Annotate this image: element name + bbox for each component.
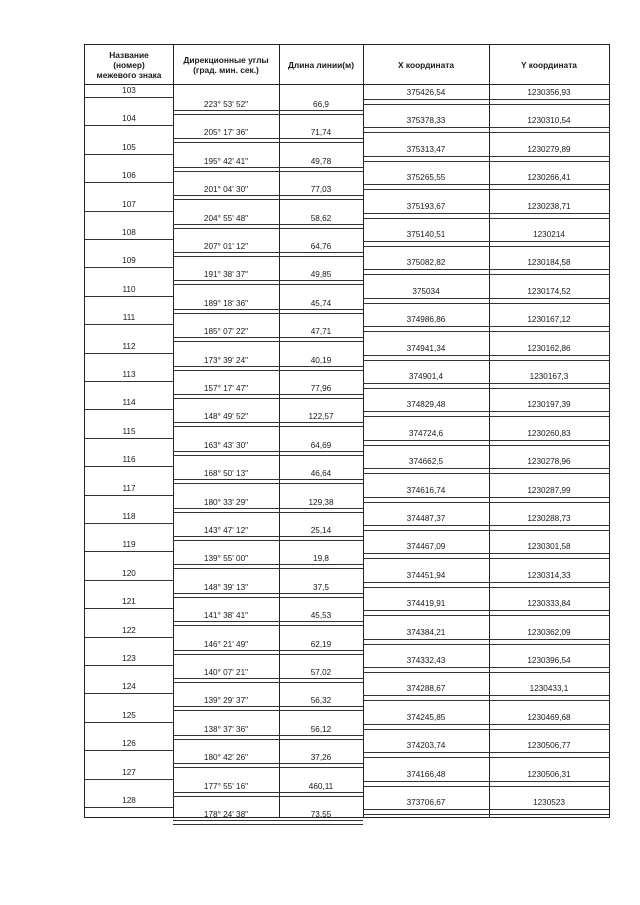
line-length: 45,74: [310, 298, 332, 308]
row-line: [363, 695, 609, 696]
x-coordinate: 375140,51: [406, 230, 446, 239]
row-line: [363, 700, 609, 701]
line-length: 460,11: [308, 781, 334, 791]
x-coordinate: 374901,4: [408, 372, 444, 381]
row-line: [85, 523, 173, 524]
direction-angle: 201° 04' 30": [203, 185, 249, 195]
header-line-length: Длина линии(м): [287, 60, 355, 70]
line-length: 73,55: [310, 810, 332, 819]
row-line: [173, 625, 363, 626]
row-line: [363, 582, 609, 583]
x-coordinate: 374829,48: [406, 400, 446, 410]
row-line: [363, 383, 609, 384]
row-line: [173, 796, 363, 797]
row-line: [363, 331, 609, 332]
row-line: [85, 211, 173, 212]
row-line: [85, 267, 173, 268]
x-coordinate: 374941,34: [406, 343, 446, 353]
row-line: [363, 127, 609, 128]
direction-angle: 185° 07' 22": [203, 327, 249, 337]
x-coordinate: 373706,67: [406, 798, 446, 807]
point-name: 115: [122, 426, 136, 436]
row-line: [363, 473, 609, 474]
y-coordinate: 1230523: [533, 798, 565, 807]
y-coordinate: 1230214: [533, 230, 565, 239]
x-coordinate: 374288,67: [406, 684, 446, 694]
row-line: [85, 324, 173, 325]
point-name: 110: [122, 284, 136, 294]
row-line: [173, 820, 363, 821]
row-line: [85, 722, 173, 723]
row-line: [363, 644, 609, 645]
row-line: [85, 125, 173, 126]
row-line: [173, 370, 363, 371]
y-coordinate: 1230362,09: [527, 627, 571, 637]
point-name: 122: [122, 625, 136, 635]
y-coordinate: 1230506,31: [527, 769, 571, 779]
x-coordinate: 374451,94: [406, 570, 446, 580]
row-line: [363, 161, 609, 162]
row-line: [85, 495, 173, 496]
row-line: [173, 394, 363, 395]
direction-angle: 180° 33' 29": [203, 497, 249, 507]
row-line: [173, 455, 363, 456]
row-line: [363, 615, 609, 616]
y-coordinate: 1230238,71: [527, 201, 571, 211]
line-length: 25,14: [310, 526, 332, 535]
direction-angle: 173° 39' 24": [203, 355, 249, 365]
x-coordinate: 374419,91: [406, 599, 446, 609]
direction-angle: 146° 21' 49": [203, 639, 249, 649]
line-length: 45,53: [310, 611, 332, 621]
row-line: [85, 466, 173, 467]
row-line: [173, 710, 363, 711]
line-length: 64,69: [310, 440, 332, 450]
row-line: [85, 693, 173, 694]
row-line: [173, 366, 363, 367]
row-line: [363, 667, 609, 668]
row-line: [173, 564, 363, 565]
row-line: [173, 398, 363, 399]
row-line: [173, 171, 363, 172]
x-coordinate: 375426,54: [406, 88, 446, 97]
point-name: 113: [122, 370, 136, 379]
row-line: [363, 326, 609, 327]
point-name: 126: [122, 739, 136, 749]
direction-angle: 195° 42' 41": [203, 156, 249, 166]
row-line: [363, 729, 609, 730]
row-line: [173, 512, 363, 513]
x-coordinate: 375265,55: [406, 173, 446, 183]
row-line: [363, 814, 609, 815]
row-line: [85, 296, 173, 297]
x-coordinate: 374986,86: [406, 315, 446, 325]
y-coordinate: 1230506,77: [527, 741, 571, 751]
row-line: [173, 824, 363, 825]
row-line: [363, 724, 609, 725]
row-line: [173, 284, 363, 285]
table-header: [85, 45, 609, 85]
row-line: [173, 313, 363, 314]
point-name: 111: [122, 313, 136, 323]
row-line: [363, 411, 609, 412]
row-line: [363, 502, 609, 503]
row-line: [173, 309, 363, 310]
row-line: [85, 97, 173, 98]
direction-angle: 177° 55' 16": [203, 781, 249, 791]
direction-angle: 140° 07' 21": [203, 668, 249, 677]
row-line: [173, 678, 363, 679]
row-line: [173, 621, 363, 622]
row-line: [173, 199, 363, 200]
point-name: 107: [122, 199, 136, 209]
x-coordinate: 374467,09: [406, 542, 446, 552]
row-line: [363, 445, 609, 446]
row-line: [363, 388, 609, 389]
x-coordinate: 375193,67: [406, 201, 446, 211]
row-line: [363, 303, 609, 304]
direction-angle: 141° 38' 41": [203, 611, 249, 621]
direction-angle: 191° 38' 37": [203, 270, 249, 280]
header-direction-angle: Дирекционные углы (град. мин. сек.): [183, 55, 269, 75]
row-line: [85, 608, 173, 609]
direction-angle: 148° 49' 52": [203, 412, 249, 422]
point-name: 121: [122, 597, 136, 607]
direction-angle: 139° 29' 37": [203, 696, 249, 706]
row-line: [363, 497, 609, 498]
row-line: [363, 241, 609, 242]
row-line: [363, 440, 609, 441]
row-line: [173, 224, 363, 225]
row-line: [363, 269, 609, 270]
point-name: 125: [122, 710, 136, 720]
line-length: 77,96: [310, 384, 332, 393]
row-line: [85, 551, 173, 552]
row-line: [173, 426, 363, 427]
y-coordinate: 1230279,89: [527, 144, 571, 154]
point-name: 108: [122, 228, 136, 237]
line-length: 56,12: [310, 724, 332, 734]
row-line: [173, 706, 363, 707]
y-coordinate: 1230260,83: [527, 428, 571, 438]
line-length: 64,76: [310, 242, 332, 251]
point-name: 118: [122, 512, 136, 521]
row-line: [173, 763, 363, 764]
row-line: [363, 99, 609, 100]
y-coordinate: 1230287,99: [527, 485, 571, 495]
x-coordinate: 374616,74: [406, 485, 446, 495]
row-line: [173, 256, 363, 257]
direction-angle: 139° 55' 00": [203, 554, 249, 564]
direction-angle: 207° 01' 12": [203, 242, 249, 251]
row-line: [173, 167, 363, 168]
direction-angle: 143° 47' 12": [203, 526, 249, 535]
point-name: 124: [122, 682, 136, 692]
line-length: 57,02: [310, 668, 332, 677]
y-coordinate: 1230433,1: [529, 684, 569, 694]
y-coordinate: 1230333,84: [527, 599, 571, 609]
row-line: [363, 587, 609, 588]
x-coordinate: 374332,43: [406, 656, 446, 665]
line-length: 58,62: [310, 213, 332, 223]
row-line: [173, 337, 363, 338]
row-line: [85, 381, 173, 382]
row-line: [85, 353, 173, 354]
line-length: 19,8: [313, 554, 329, 564]
boundary-coordinates-table: [84, 44, 610, 818]
y-coordinate: 1230174,52: [527, 286, 571, 296]
direction-angle: 180° 42' 26": [203, 753, 249, 763]
line-length: 71,74: [310, 128, 332, 138]
direction-angle: 138° 37' 36": [203, 724, 249, 734]
line-length: 47,71: [310, 327, 332, 337]
row-line: [173, 568, 363, 569]
row-line: [85, 665, 173, 666]
x-coordinate: 374203,74: [406, 741, 446, 751]
y-coordinate: 1230288,73: [527, 514, 571, 523]
row-line: [173, 540, 363, 541]
row-line: [85, 750, 173, 751]
line-length: 37,26: [310, 753, 332, 763]
row-line: [363, 104, 609, 105]
line-length: 46,64: [310, 469, 332, 479]
point-name: 120: [122, 568, 136, 578]
direction-angle: 163° 43' 30": [203, 440, 249, 450]
row-line: [85, 182, 173, 183]
row-line: [363, 781, 609, 782]
x-coordinate: 374662,5: [408, 457, 444, 467]
point-name: 117: [122, 483, 136, 493]
line-length: 122,57: [308, 412, 334, 422]
row-line: [85, 239, 173, 240]
row-line: [173, 597, 363, 598]
row-line: [85, 779, 173, 780]
x-coordinate: 375313,47: [406, 144, 446, 154]
row-line: [363, 274, 609, 275]
row-line: [173, 341, 363, 342]
x-coordinate: 375082,82: [406, 258, 446, 268]
row-line: [363, 752, 609, 753]
line-length: 62,19: [310, 639, 332, 649]
line-length: 49,85: [310, 270, 332, 280]
row-line: [363, 355, 609, 356]
row-line: [173, 142, 363, 143]
row-line: [173, 114, 363, 115]
y-coordinate: 1230197,39: [527, 400, 571, 410]
y-coordinate: 1230310,54: [527, 116, 571, 126]
row-line: [363, 246, 609, 247]
point-name: 104: [122, 114, 136, 124]
header-x-coordinate: X координата: [397, 60, 455, 70]
row-line: [173, 682, 363, 683]
point-name: 114: [122, 398, 136, 408]
x-coordinate: 374166,48: [406, 769, 446, 779]
line-length: 66,9: [313, 100, 329, 109]
y-coordinate: 1230356,93: [527, 88, 571, 97]
direction-angle: 148° 39' 13": [203, 582, 249, 592]
x-coordinate: 375034: [412, 286, 440, 296]
y-coordinate: 1230167,12: [527, 315, 571, 325]
x-coordinate: 374724,6: [408, 428, 444, 438]
x-coordinate: 374487,37: [406, 514, 446, 523]
direction-angle: 205° 17' 36": [203, 128, 249, 138]
row-line: [363, 757, 609, 758]
header-y-coordinate: Y координата: [521, 60, 577, 70]
row-line: [173, 483, 363, 484]
point-name: 106: [122, 171, 136, 181]
row-line: [363, 639, 609, 640]
row-line: [363, 672, 609, 673]
direction-angle: 178° 24' 38": [203, 810, 249, 819]
header-point-name: Название (номер) межевого знака: [96, 50, 162, 80]
row-line: [173, 195, 363, 196]
row-line: [363, 132, 609, 133]
line-length: 56,32: [310, 696, 332, 706]
row-line: [363, 213, 609, 214]
row-line: [173, 422, 363, 423]
point-name: 109: [122, 256, 136, 266]
row-line: [363, 468, 609, 469]
y-coordinate: 1230266,41: [527, 173, 571, 183]
row-line: [363, 218, 609, 219]
row-line: [363, 786, 609, 787]
point-name: 128: [122, 796, 136, 805]
row-line: [173, 650, 363, 651]
row-line: [85, 807, 173, 808]
y-coordinate: 1230278,96: [527, 457, 571, 467]
row-line: [85, 637, 173, 638]
y-coordinate: 1230396,54: [527, 656, 571, 665]
line-length: 49,78: [310, 156, 332, 166]
row-line: [173, 138, 363, 139]
row-line: [363, 360, 609, 361]
row-line: [173, 479, 363, 480]
row-line: [363, 156, 609, 157]
row-line: [363, 558, 609, 559]
row-line: [363, 525, 609, 526]
point-name: 116: [122, 455, 136, 465]
line-length: 77,03: [310, 185, 332, 195]
row-line: [363, 809, 609, 810]
row-line: [173, 739, 363, 740]
y-coordinate: 1230314,33: [527, 570, 571, 580]
row-line: [173, 110, 363, 111]
x-coordinate: 375378,33: [406, 116, 446, 126]
row-line: [173, 536, 363, 537]
row-line: [363, 530, 609, 531]
row-line: [173, 654, 363, 655]
row-line: [363, 298, 609, 299]
y-coordinate: 1230167,3: [529, 372, 569, 381]
line-length: 129,38: [308, 497, 334, 507]
point-name: 119: [122, 540, 136, 550]
row-line: [173, 792, 363, 793]
row-line: [363, 553, 609, 554]
row-line: [363, 416, 609, 417]
row-line: [363, 610, 609, 611]
direction-angle: 168° 50' 13": [203, 469, 249, 479]
row-line: [173, 508, 363, 509]
point-name: 112: [122, 341, 136, 351]
line-length: 37,5: [313, 582, 329, 592]
row-line: [363, 184, 609, 185]
point-name: 105: [122, 142, 136, 152]
row-line: [85, 438, 173, 439]
row-line: [173, 280, 363, 281]
row-line: [173, 735, 363, 736]
direction-angle: 204° 55' 48": [203, 213, 249, 223]
x-coordinate: 374384,21: [406, 627, 446, 637]
point-name: 123: [122, 654, 136, 663]
row-line: [173, 593, 363, 594]
y-coordinate: 1230301,58: [527, 542, 571, 552]
x-coordinate: 374245,85: [406, 712, 446, 722]
direction-angle: 189° 18' 36": [203, 298, 249, 308]
row-line: [173, 451, 363, 452]
y-coordinate: 1230184,58: [527, 258, 571, 268]
direction-angle: 157° 17' 47": [203, 384, 249, 393]
row-line: [85, 580, 173, 581]
direction-angle: 223° 53' 52": [203, 100, 249, 109]
line-length: 40,19: [310, 355, 332, 365]
point-name: 103: [122, 86, 136, 95]
row-line: [173, 228, 363, 229]
y-coordinate: 1230469,68: [527, 712, 571, 722]
y-coordinate: 1230162,86: [527, 343, 571, 353]
point-name: 127: [122, 767, 136, 777]
row-line: [173, 767, 363, 768]
row-line: [85, 154, 173, 155]
row-line: [363, 189, 609, 190]
row-line: [173, 252, 363, 253]
row-line: [85, 409, 173, 410]
